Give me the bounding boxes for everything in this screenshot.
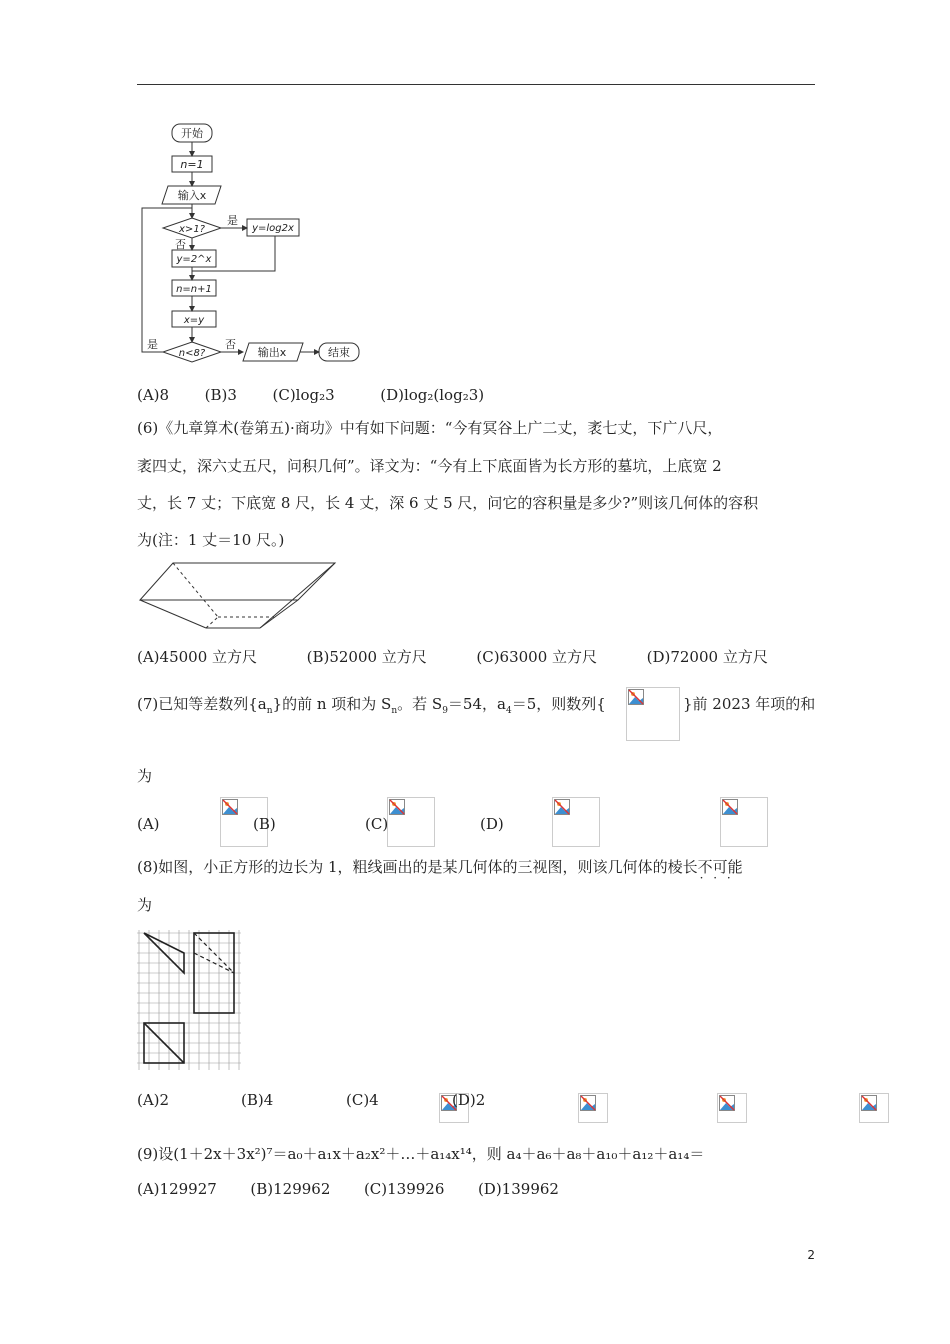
q8-option-d-image bbox=[859, 1093, 889, 1123]
broken-image-icon bbox=[554, 799, 570, 815]
flow-input-label: 输入x bbox=[177, 189, 207, 202]
q6-option-c: (C)63000 立方尺 bbox=[476, 648, 598, 666]
q7-option-c: (C) bbox=[365, 815, 389, 833]
flow-output-label: 输出x bbox=[257, 346, 287, 359]
q7-text-f: }前 2023 年项的和 bbox=[683, 695, 816, 713]
q6-line-2: 袤四丈，深六丈五尺，问积几何”。译文为：“今有上下底面皆为长方形的墓坑，上底宽 2 bbox=[137, 457, 722, 475]
broken-image-icon bbox=[389, 799, 405, 815]
q6-line-3: 丈，长 7 丈；下底宽 8 尺，长 4 丈，深 6 丈 5 尺，问它的容积量是多少?”则该几何体的容积 bbox=[137, 494, 759, 512]
flow-branch-yes-label: y=log2x bbox=[252, 223, 294, 234]
q5-option-b: (B)3 bbox=[204, 386, 237, 404]
broken-image-icon bbox=[580, 1095, 596, 1111]
broken-image-icon bbox=[628, 689, 644, 705]
q7-sub-4: 4 bbox=[505, 706, 512, 716]
q8-line-1 bbox=[137, 857, 743, 877]
flow-assign-label: x=y bbox=[183, 315, 205, 326]
q6-options bbox=[137, 647, 768, 667]
q7-text-a: (7)已知等差数列{a bbox=[137, 695, 267, 713]
q8-text-a: (8)如图，小正方形的边长为 1，粗线画出的是某几何体的三视图，则该几何体的棱长 bbox=[137, 858, 698, 876]
q7-option-a: (A) bbox=[137, 815, 160, 833]
broken-image-icon bbox=[722, 799, 738, 815]
q9-question: (9)设(1＋2x＋3x²)⁷＝a₀＋a₁x＋a₂x²＋…＋a₁₄x¹⁴，则 a₄＋a₆＋a₈＋a₁₀＋a₁₂＋a₁₄＝ bbox=[137, 1145, 705, 1163]
q5-option-c: (C)log₂3 bbox=[272, 386, 335, 404]
q8-line-2: 为 bbox=[137, 896, 153, 914]
q8-option-d: (D)2 bbox=[452, 1091, 486, 1109]
q7-sub-n2: n bbox=[391, 706, 398, 716]
q7-sub-9: 9 bbox=[442, 706, 448, 716]
q7-option-d: (D) bbox=[480, 815, 504, 833]
flow-cond1-label: x>1? bbox=[179, 224, 205, 235]
q8-option-c-image bbox=[717, 1093, 747, 1123]
q7-text-b: }的前 n 项和为 S bbox=[272, 695, 392, 713]
q7-text-c: 。若 S bbox=[397, 695, 443, 713]
q7-option-c-image bbox=[552, 797, 600, 847]
q8-option-b: (B)4 bbox=[241, 1091, 274, 1109]
q7-text-d: ＝54，a bbox=[447, 695, 506, 713]
page-number: 2 bbox=[807, 1248, 815, 1262]
flow-yes1-label: 是 bbox=[227, 214, 238, 227]
flow-yes2-label: 是 bbox=[147, 338, 158, 351]
q8-emphasis-text: 不可能 · · · bbox=[698, 858, 743, 876]
q7-formula-image-placeholder bbox=[626, 687, 680, 741]
q8-three-view-figure bbox=[137, 930, 243, 1072]
q9-option-b: (B)129962 bbox=[250, 1180, 331, 1198]
q7-option-d-image bbox=[720, 797, 768, 847]
flow-no1-label: 否 bbox=[175, 238, 186, 251]
q9-options bbox=[137, 1179, 559, 1199]
q9-option-c: (C)139926 bbox=[363, 1180, 445, 1198]
broken-image-icon bbox=[719, 1095, 735, 1111]
flow-inc-label: n=n+1 bbox=[176, 284, 212, 295]
flow-init-label: n=1 bbox=[180, 158, 204, 171]
flow-cond2-label: n<8? bbox=[178, 348, 206, 359]
q9-option-d: (D)139962 bbox=[477, 1180, 559, 1198]
q5-option-a: (A)8 bbox=[137, 386, 170, 404]
broken-image-icon bbox=[222, 799, 238, 815]
q7-option-b: (B) bbox=[253, 815, 276, 833]
flow-no2-label: 否 bbox=[225, 338, 236, 351]
q6-line-4: 为(注：1 丈＝10 尺。) bbox=[137, 531, 285, 549]
flow-branch-no-label: y=2^x bbox=[176, 254, 212, 265]
q6-line-1: (6)《九章算术(卷第五)·商功》中有如下问题：“今有冥谷上广二丈，袤七丈，下广八尺， bbox=[137, 419, 723, 437]
q7-line-1 bbox=[137, 694, 606, 721]
q7-line-2: 为 bbox=[137, 767, 153, 785]
q6-option-d: (D)72000 立方尺 bbox=[646, 648, 768, 666]
q5-option-d: (D)log₂(log₂3) bbox=[380, 386, 485, 404]
q7-text-e: ＝5，则数列{ bbox=[511, 695, 606, 713]
q6-option-a: (A)45000 立方尺 bbox=[137, 648, 258, 666]
flow-start-label: 开始 bbox=[181, 127, 203, 140]
q7-sub-n: n bbox=[266, 706, 273, 716]
header-rule bbox=[137, 84, 815, 85]
q6-option-b: (B)52000 立方尺 bbox=[306, 648, 427, 666]
q8-option-a: (A)2 bbox=[137, 1091, 170, 1109]
q6-frustum-figure bbox=[138, 560, 338, 635]
flowchart-figure bbox=[135, 118, 375, 368]
q7-option-b-image bbox=[387, 797, 435, 847]
q8-option-c: (C)4 bbox=[346, 1091, 379, 1109]
q9-option-a: (A)129927 bbox=[137, 1180, 217, 1198]
q8-option-b-image bbox=[578, 1093, 608, 1123]
broken-image-icon bbox=[861, 1095, 877, 1111]
flow-end-label: 结束 bbox=[328, 346, 350, 359]
q5-options bbox=[137, 385, 484, 405]
